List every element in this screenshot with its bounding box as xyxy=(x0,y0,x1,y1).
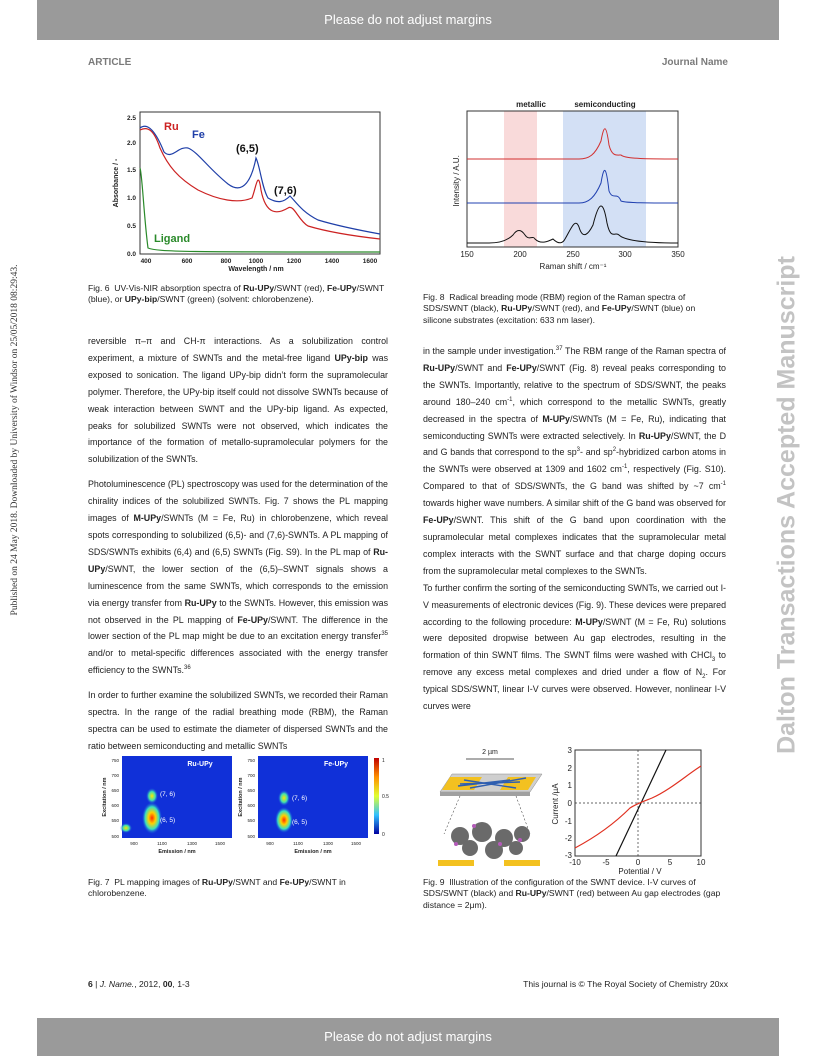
fig7-spot-label: (6, 5) xyxy=(292,819,308,826)
fig7-scale-tick: 1 xyxy=(382,758,385,764)
fig6-ru-label: Ru xyxy=(164,121,179,133)
fig9-caption: Fig. 9 Illustration of the configuration of the SWNT device. I-V curves of SDS/SWNT (black) and Ru-UPy/SWNT (red) between Au gap electrodes (gap distance = 2μm). xyxy=(423,877,721,910)
fig9-xtick: 10 xyxy=(696,858,706,867)
fig7-ytick: 500 xyxy=(111,834,119,839)
fig7-ytick: 650 xyxy=(111,788,119,793)
fig9-ytick: 3 xyxy=(567,746,572,755)
fig6-ylabel: Absorbance / - xyxy=(113,158,120,208)
fig7-ytick: 600 xyxy=(111,803,119,808)
fig6-xtick: 400 xyxy=(140,258,152,265)
fig6-caption: Fig. 6 UV-Vis-NIR absorption spectra of Ru-UPy/SWNT (red), Fe-UPy/SWNT (blue), or UPy-bip/SWNT (green) (solvent: chlorobenzene). xyxy=(88,283,385,305)
fig7-scale-tick: 0.5 xyxy=(382,794,389,800)
body-right-column: in the sample under investigation.$^{37}$ The RBM range of the Raman spectra of Ru-UPy/SWNT and Fe-UPy/SWNT (Fig. 8) reveal peaks corresponding to the SWNTs. Importantly, relative to the spectrum of SDS/SWNT, the peaks around 180–240 $cm^{-1}$, which correspond to the metallic SWNTs, greatly decreased in the spectra of M-UPy/SWNTs (M = Fe, Ru), indicating that semiconducting SWNTs were extracted selectively. In Ru-UPy/SWNT, the D and G bands that correspond to the $sp^3-$ and $sp^2$-hybridized carbon atoms in the SWNTs were observed at 1309 and 1602 $cm^{-1}$, respectively (Fig. S10). Compared to that of SDS/SWNTs, the G band was shifted by ~7 $cm^{-1}$ towards higher wave numbers. A similar shift of the G band was observed for Fe-UPy/SWNT. This shift of the G band upon coordination with the supramolecular metal complexes indicates that the supramolecular metal complex interacts with the SWNT surface and that charge doping occurs from the supramolecular metal complexes to the SWNTs. To further confirm the sorting of the semiconducting SWNTs, we carried out I-V measurements of electronic devices (Fig. 9). These devices were prepared according to the following procedure: M-UPy/SWNT (M = Fe, Ru) solutions were deposited dropwise between Au gap electrodes, resulting in the formation of thin SWNT films. The SWNT films were washed with CHCl$_3$ to remove any excess metal complexes and dried under a flow of $N_2$. For typical SDS/SWNT, linear I-V curves were observed. However, nonlinear I-V curves were xyxy=(423,346,727,712)
fig9-ylabel: Current /µA xyxy=(551,783,560,825)
fig7-ytick: 750 xyxy=(111,758,119,763)
fig7-ytick: 700 xyxy=(111,773,119,778)
fig6-ligand-label: Ligand xyxy=(154,233,191,245)
fig7-xtick: 900 xyxy=(130,841,138,846)
fig6-xtick: 1400 xyxy=(324,258,340,265)
fig9-scale-label: 2 µm xyxy=(482,749,498,756)
fig7-ytick: 550 xyxy=(111,818,119,823)
fig6-peak-65: (6,5) xyxy=(236,143,259,155)
top-banner: Please do not adjust margins xyxy=(37,0,779,40)
fig9-xlabel: Potential / V xyxy=(618,867,662,874)
fig6-ytick: 1.5 xyxy=(126,167,136,174)
fig8-xlabel: Raman shift / cm⁻¹ xyxy=(539,262,607,271)
fig9-ytick: 0 xyxy=(567,799,572,808)
fig7-xtick: 900 xyxy=(266,841,274,846)
fig9-xtick: -5 xyxy=(602,858,610,867)
section-label: ARTICLE xyxy=(88,57,132,68)
fig9-ytick: -2 xyxy=(564,834,572,843)
fig7-spot-label: (7, 6) xyxy=(292,795,308,802)
fig8-xtick: 250 xyxy=(566,250,580,259)
fig6-ytick: 1.0 xyxy=(126,195,136,202)
fig7-xtick: 1500 xyxy=(350,841,362,846)
fig9-device-iv xyxy=(430,744,720,874)
fig9-ytick: 1 xyxy=(567,781,572,790)
footer-citation: 6 | J. Name., 2012, 00, 1-3 xyxy=(88,979,190,989)
fig8-ylabel: Intensity / A.U. xyxy=(452,155,461,207)
fig7-ytick: 750 xyxy=(247,758,255,763)
fig7-panel-title: Ru-UPy xyxy=(187,761,213,768)
fig6-absorption-spectra xyxy=(108,108,388,276)
fig9-xtick: 0 xyxy=(635,858,641,867)
fig7-xlabel: Emission / nm xyxy=(294,849,332,855)
journal-name: Journal Name xyxy=(661,57,728,68)
fig7-ytick: 650 xyxy=(247,788,255,793)
fig6-ytick: 0.5 xyxy=(126,223,136,230)
fig8-xtick: 350 xyxy=(671,250,685,259)
fig9-ytick: -1 xyxy=(564,817,572,826)
fig7-caption: Fig. 7 PL mapping images of Ru-UPy/SWNT and Fe-UPy/SWNT in chlorobenzene. xyxy=(88,877,346,899)
fig7-xlabel: Emission / nm xyxy=(158,849,196,855)
fig7-ytick: 700 xyxy=(247,773,255,778)
fig7-xtick: 1100 xyxy=(157,841,167,846)
footer-copyright: This journal is © The Royal Society of Chemistry 20xx xyxy=(523,979,728,989)
fig9-ytick: -3 xyxy=(564,851,572,860)
fig6-fe-label: Fe xyxy=(192,129,205,141)
fig7-ytick: 600 xyxy=(247,803,255,808)
fig9-xtick: 5 xyxy=(667,858,673,867)
publication-notice-text: Published on 24 May 2018. Downloaded by University of Windsor on 25/05/2018 08:29:43. xyxy=(10,264,20,616)
fig8-xtick: 150 xyxy=(460,250,474,259)
fig6-ytick: 2.5 xyxy=(126,115,136,122)
accepted-manuscript-watermark xyxy=(772,205,802,805)
fig7-xtick: 1300 xyxy=(322,841,334,846)
fig8-xtick: 200 xyxy=(513,250,527,259)
fig8-caption: Fig. 8 Radical breading mode (RBM) region of the Raman spectra of SDS/SWNT (black), Ru-UPy/SWNT (red), and Fe-UPy/SWNT (blue) on silicone substrates (excitation: 633 nm laser). xyxy=(423,292,696,325)
fig7-xtick: 1100 xyxy=(293,841,303,846)
fig6-xtick: 600 xyxy=(181,258,193,265)
fig7-pl-mapping xyxy=(100,752,390,857)
publication-notice xyxy=(9,230,21,650)
fig8-semiconducting-label: semiconducting xyxy=(574,100,636,109)
body-left-column: reversible π–π and CH-π interactions. As a solubilization control experiment, a mixture of SWNTs and the metal-free ligand UPy-bip was exposed to sonication. The ligand UPy-bip didn’t form the supramolecular polymer. Therefore, the UPy-bip itself could not dissolve SWNTs because of weak interaction between SWNT and the UPy-bip ligand. As expected, peaks for solubilized SWNTs were not observed, which indicates the importance of the formation of metallo-supramolecular polymers for the solubilization of the SWNTs. Photoluminescence (PL) spectroscopy was used for the determination of the chirality indices of the solubilized SWNTs. Fig. 7 shows the PL mapping images of M-UPy/SWNTs (M = Fe, Ru) in chlorobenzene, which reveal spots corresponding to solubilized (6,5)- and (7,6)-SWNTs. A PL mapping of SDS/SWNTs exhibits (6,4) and (6,5) SWNTs (Fig. S9). In the PL map of Ru-UPy/SWNT, the lower section of the (6,5)–SWNT signals shows a luminescence from the same SWNTs, which corresponds to the emission via energy transfer from Ru-UPy to the SWNTs. However, this emission was not observed in the PL mapping of Fe-UPy/SWNT. The difference in the lower section of the PL map might be due to an excitation energy transfer$^{35}$ and/or to metal-specific differences associated with the energy transfer efficiency to the SWNTs.$^{36}$ In order to further examine the solubilized SWNTs, we recorded their Raman spectra. In the range of the radial breathing mode (RBM), the Raman spectra can be used to estimate the diameter of dispersed SWNTs and the ratio between semiconducting and metallic SWNTs xyxy=(88,336,389,751)
fig8-raman-spectra xyxy=(449,95,689,285)
fig7-ylabel: Excitation / nm xyxy=(238,777,244,817)
fig7-scale-tick: 0 xyxy=(382,832,385,838)
fig6-ytick: 2.0 xyxy=(126,140,136,147)
fig6-ru-curve xyxy=(140,129,380,239)
fig6-xtick: 1200 xyxy=(286,258,302,265)
fig7-spot-label: (6, 5) xyxy=(160,817,176,824)
fig7-ytick: 550 xyxy=(247,818,255,823)
fig6-xlabel: Wavelength / nm xyxy=(228,266,284,273)
fig7-xtick: 1500 xyxy=(214,841,226,846)
fig8-metallic-label: metallic xyxy=(516,100,546,109)
fig7-spot-label: (7, 6) xyxy=(160,791,176,798)
fig8-xtick: 300 xyxy=(618,250,632,259)
fig6-fe-curve xyxy=(140,126,380,234)
bottom-banner: Please do not adjust margins xyxy=(37,1018,779,1056)
fig6-ytick: 0.0 xyxy=(126,251,136,258)
fig7-xtick: 1300 xyxy=(186,841,198,846)
fig9-xtick: -10 xyxy=(569,858,581,867)
fig7-ytick: 500 xyxy=(247,834,255,839)
fig9-ytick: 2 xyxy=(567,764,572,773)
fig6-xtick: 1600 xyxy=(362,258,378,265)
watermark-text: Dalton Transactions Accepted Manuscript xyxy=(772,256,801,754)
fig6-peak-76: (7,6) xyxy=(274,185,297,197)
fig6-xtick: 800 xyxy=(220,258,232,265)
fig7-ylabel: Excitation / nm xyxy=(102,777,108,817)
fig7-panel-title: Fe-UPy xyxy=(323,761,349,768)
fig6-xtick: 1000 xyxy=(248,258,264,265)
